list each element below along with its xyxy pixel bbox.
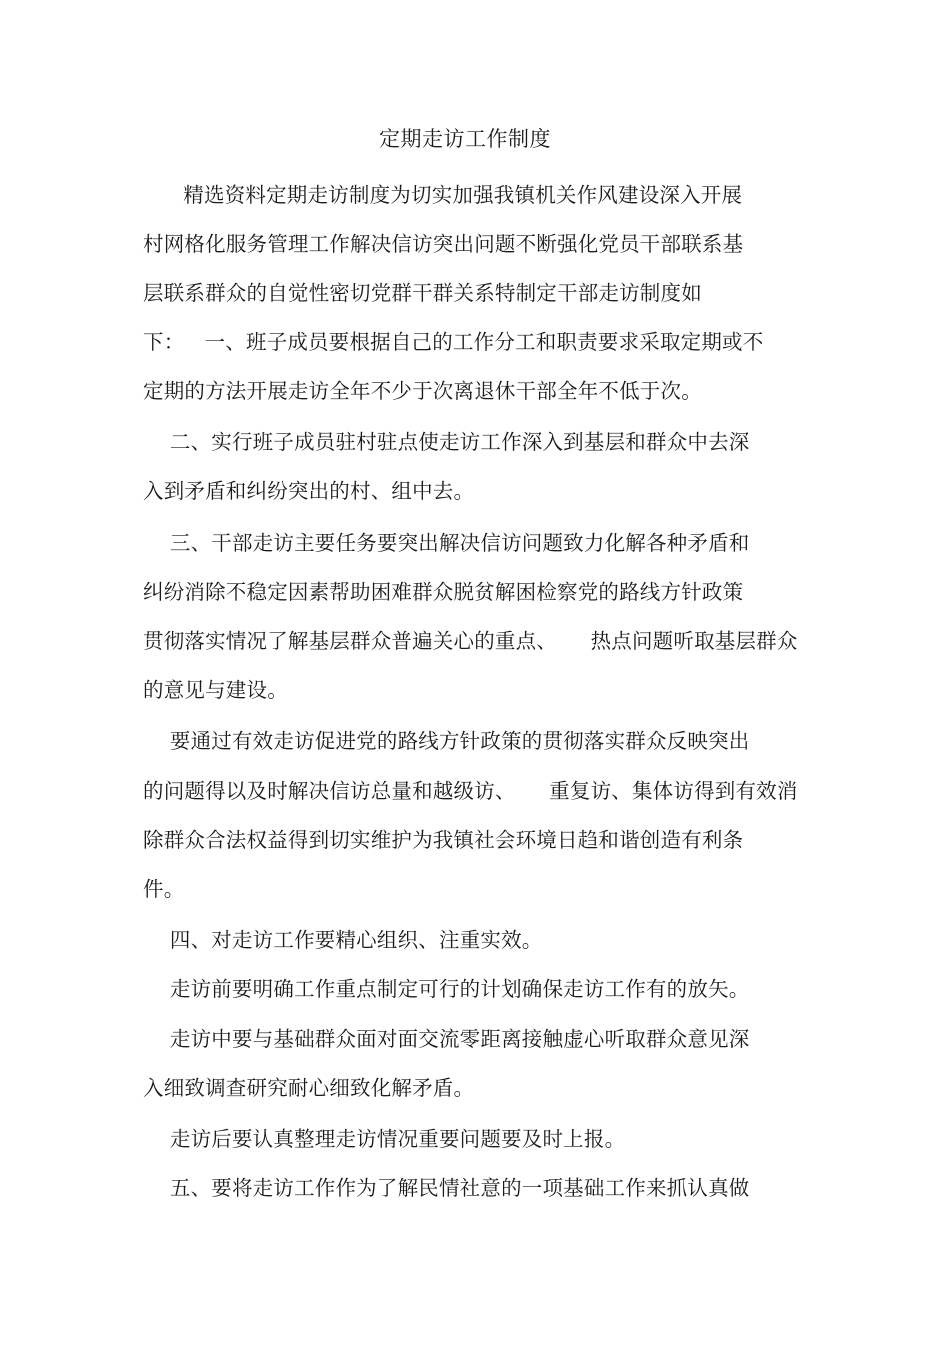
text-line: 走访中要与基础群众面对面交流零距离接触虚心听取群众意见深	[143, 1027, 750, 1051]
document-title: 定期走访工作制度	[379, 127, 551, 151]
text-line: 纠纷消除不稳定因素帮助困难群众脱贫解困检察党的路线方针政策	[143, 580, 744, 604]
text-line: 五、要将走访工作作为了解民情社意的一项基础工作来抓认真做	[143, 1176, 750, 1200]
text-line: 件。	[143, 877, 185, 901]
text-line: 除群众合法权益得到切实维护为我镇社会环境日趋和谐创造有利条	[143, 828, 744, 852]
text-line: 精选资料定期走访制度为切实加强我镇机关作风建设深入开展	[143, 183, 743, 207]
text-line: 入到矛盾和纠纷突出的村、组中去。	[143, 479, 475, 503]
text-line: 走访后要认真整理走访情况重要问题要及时上报。	[143, 1127, 626, 1151]
text-line: 下： 一、班子成员要根据自己的工作分工和职责要求采取定期或不	[143, 330, 764, 354]
text-line: 走访前要明确工作重点制定可行的计划确保走访工作有的放矢。	[143, 977, 750, 1001]
text-line: 的问题得以及时解决信访总量和越级访、 重复访、集体访得到有效消	[143, 779, 798, 803]
text-line: 二、实行班子成员驻村驻点使走访工作深入到基层和群众中去深	[143, 430, 750, 454]
text-line: 贯彻落实情况了解基层群众普遍关心的重点、 热点问题听取基层群众	[143, 629, 798, 653]
text-line: 入细致调查研究耐心细致化解矛盾。	[143, 1076, 475, 1100]
text-line: 层联系群众的自觉性密切党群干群关系特制定干部走访制度如	[143, 281, 702, 305]
text-line: 的意见与建设。	[143, 678, 288, 702]
text-line: 村网格化服务管理工作解决信访突出问题不断强化党员干部联系基	[143, 232, 744, 256]
text-line: 定期的方法开展走访全年不少于次离退休干部全年不低于次。	[143, 379, 702, 403]
text-line: 要通过有效走访促进党的路线方针政策的贯彻落实群众反映突出	[143, 729, 750, 753]
text-line: 四、对走访工作要精心组织、注重实效。	[143, 928, 543, 952]
text-line: 三、干部走访主要任务要突出解决信访问题致力化解各种矛盾和	[143, 531, 750, 555]
